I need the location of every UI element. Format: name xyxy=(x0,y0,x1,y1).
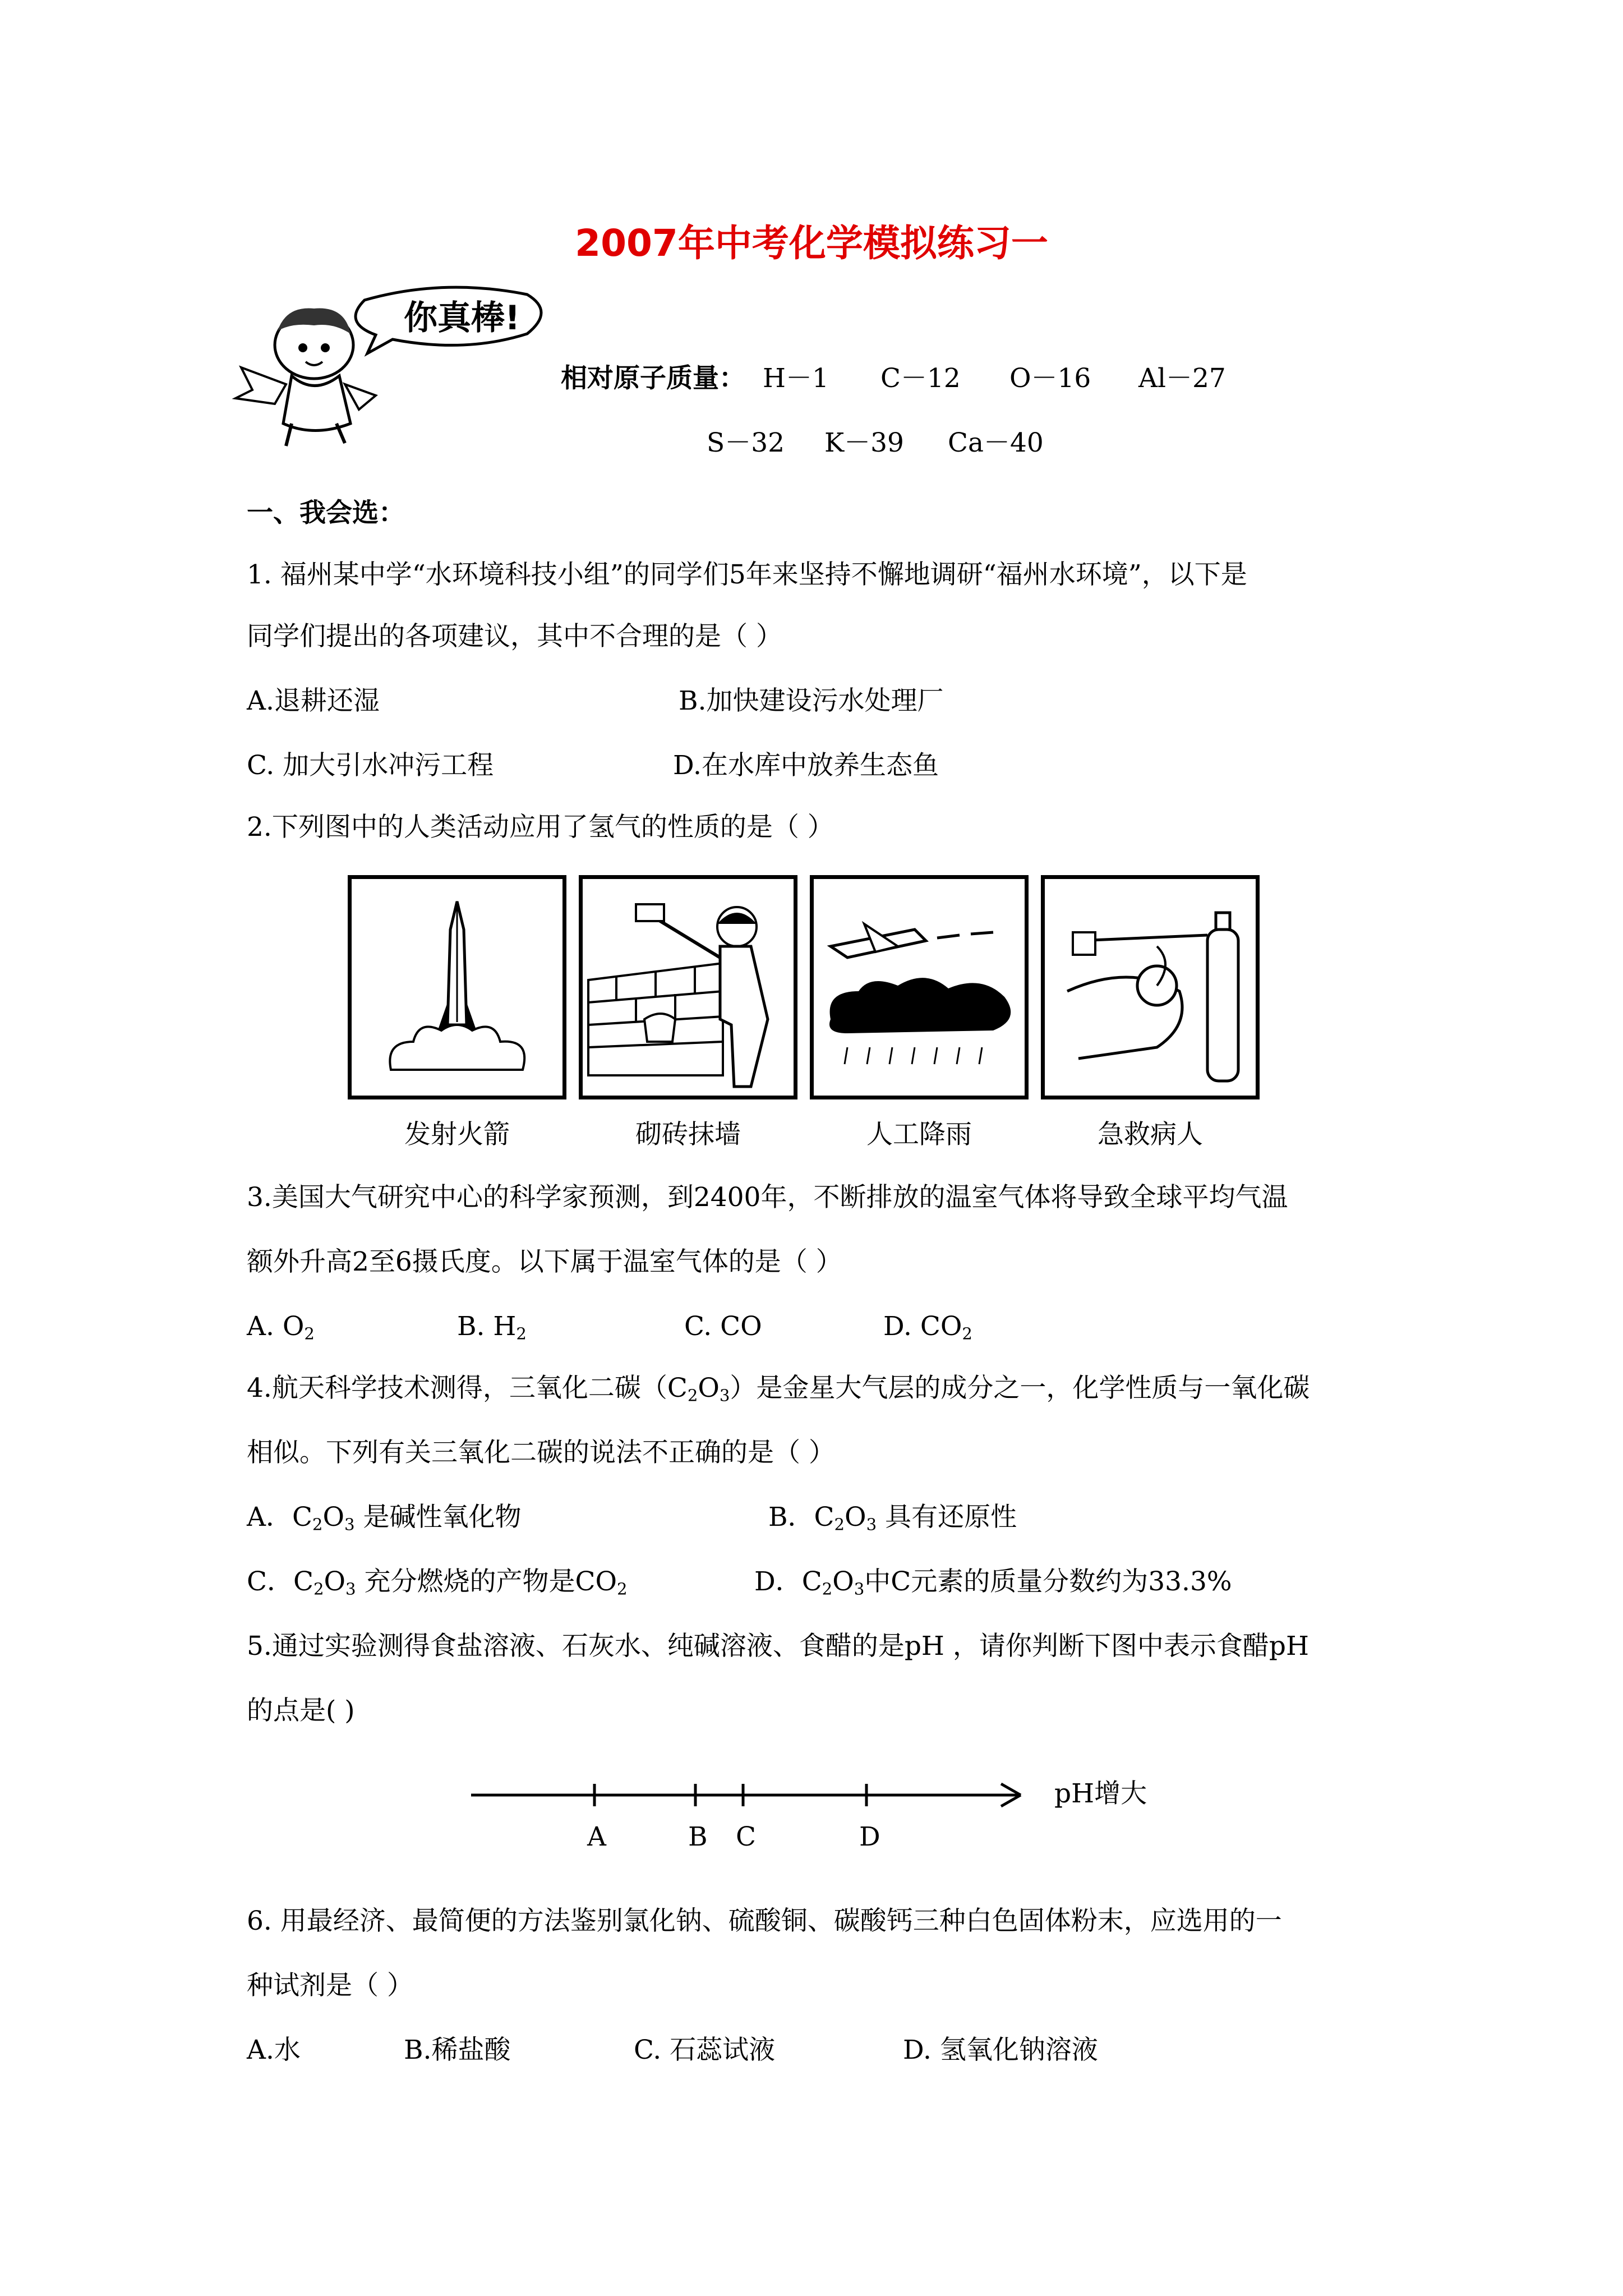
section-heading: 一、我会选： xyxy=(247,498,405,528)
q2-line1: 2.下列图中的人类活动应用了氢气的性质的是（ ） xyxy=(247,812,834,843)
atomic-mass-c: C－12 xyxy=(880,363,961,394)
q1-option-a: A.退耕还湿 xyxy=(247,685,380,716)
atomic-mass-label: 相对原子质量： xyxy=(561,363,745,394)
q3-option-b: B. $H_2$ xyxy=(457,1311,527,1343)
ph-point-a: A xyxy=(587,1821,606,1852)
q1-option-c: C. 加大引水冲污工程 xyxy=(247,750,494,781)
q6-option-b: B.稀盐酸 xyxy=(404,2035,511,2065)
ph-point-c: C xyxy=(736,1821,756,1852)
q3-line1: 3.美国大气研究中心的科学家预测，到2400年，不断排放的温室气体将导致全球平均气温 xyxy=(247,1182,1288,1213)
atomic-mass-s: S－32 xyxy=(707,427,785,458)
q2-caption-rocket: 发射火箭 xyxy=(404,1119,510,1150)
q4-option-a: A．$C_2O_3$ 是碱性氧化物 xyxy=(247,1502,522,1534)
q4-option-c: C．$C_2O_3$ 充分燃烧的产物是$CO_2$ xyxy=(247,1566,628,1599)
rocket-launch-icon xyxy=(348,875,566,1099)
ph-axis-label: pH增大 xyxy=(1054,1778,1147,1809)
ph-number-line xyxy=(460,1767,1147,1857)
q4-option-b: B．$C_2O_3$ 具有还原性 xyxy=(768,1502,1017,1534)
q3-line2: 额外升高2至6摄氏度。以下属于温室气体的是（ ） xyxy=(247,1246,842,1277)
q1-line2: 同学们提出的各项建议，其中不合理的是（ ） xyxy=(247,621,782,652)
atomic-mass-h: H－1 xyxy=(763,363,829,394)
atomic-mass-k: K－39 xyxy=(824,427,904,458)
q2-caption-brick: 砌砖抹墙 xyxy=(635,1119,741,1150)
q3-option-d: D. $CO_2$ xyxy=(883,1311,972,1343)
q1-option-d: D.在水库中放养生态鱼 xyxy=(673,750,939,781)
q6-option-d: D. 氢氧化钠溶液 xyxy=(903,2035,1098,2065)
q2-caption-rain: 人工降雨 xyxy=(866,1119,972,1150)
airplane-cloud-seeding-icon xyxy=(810,875,1029,1099)
q1-option-b: B.加快建设污水处理厂 xyxy=(679,685,944,716)
q3-option-a: A. $O_2$ xyxy=(247,1311,315,1343)
q4-line1: 4.航天科学技术测得，三氧化二碳$(C_2O_3)$是金星大气层的成分之一，化学性质与一氧化碳 xyxy=(247,1373,1310,1405)
oxygen-first-aid-icon xyxy=(1041,875,1260,1099)
q6-line1: 6. 用最经济、最简便的方法鉴别氯化钠、硫酸铜、碳酸钙三种白色固体粉末，应选用的一 xyxy=(247,1906,1282,1936)
ph-point-d: D xyxy=(859,1821,880,1852)
bricklayer-icon xyxy=(579,875,797,1099)
q6-option-c: C. 石蕊试液 xyxy=(634,2035,776,2065)
q2-pictures xyxy=(348,875,1290,1111)
q5-line1: 5.通过实验测得食盐溶液、石灰水、纯碱溶液、食醋的是pH ，请你判断下图中表示食醋pH xyxy=(247,1631,1309,1662)
q6-option-a: A.水 xyxy=(247,2035,301,2065)
atomic-mass-al: Al－27 xyxy=(1138,363,1226,394)
q4-option-d: D．$C_2O_3$中C元素的质量分数约为33.3% xyxy=(754,1566,1232,1599)
q3-option-c: C. CO xyxy=(684,1311,762,1342)
page-title: 2007年中考化学模拟练习一 xyxy=(575,222,1048,265)
atomic-mass-ca: Ca－40 xyxy=(948,427,1044,458)
q5-line2: 的点是( ) xyxy=(247,1695,355,1726)
q4-line2: 相似。下列有关三氧化二碳的说法不正确的是（ ） xyxy=(247,1437,835,1468)
atomic-mass-o: O－16 xyxy=(1009,363,1091,394)
q6-line2: 种试剂是（ ） xyxy=(247,1970,413,2001)
ph-point-b: B xyxy=(688,1821,708,1852)
mascot-bubble-text: 你真棒! xyxy=(404,298,520,338)
q2-caption-aid: 急救病人 xyxy=(1098,1119,1203,1150)
q1-line1: 1. 福州某中学“水环境科技小组”的同学们5年来坚持不懈地调研“福州水环境”，以下是 xyxy=(247,559,1247,590)
mascot-icon xyxy=(224,283,550,452)
